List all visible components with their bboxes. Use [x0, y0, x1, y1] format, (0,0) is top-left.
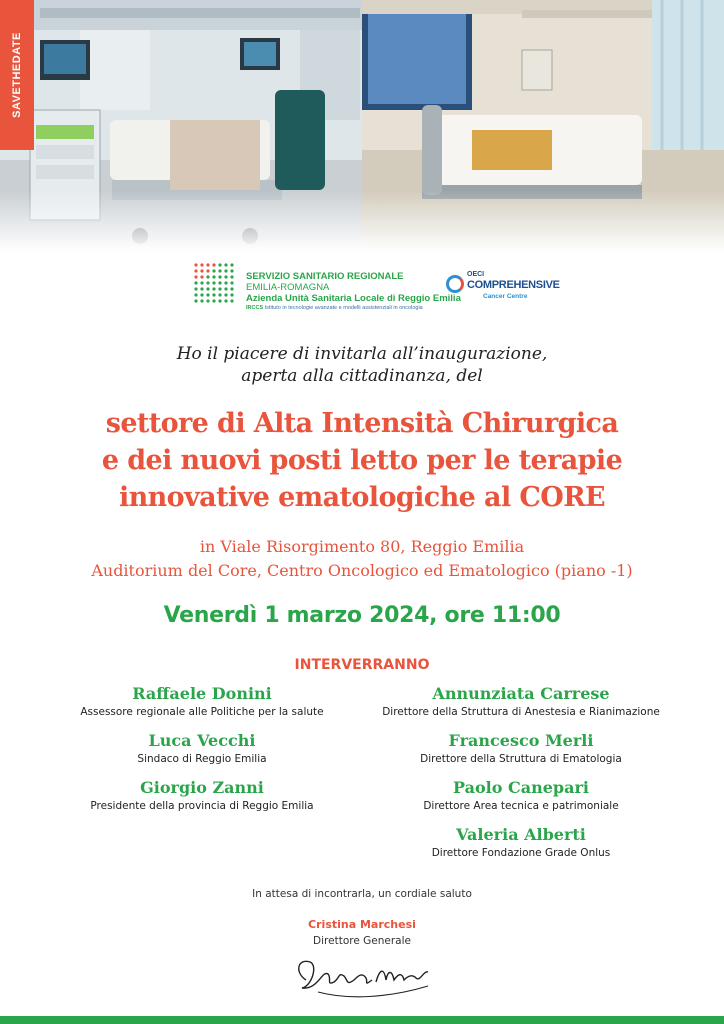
event-title — [0, 405, 724, 516]
speaker-role: Direttore della Struttura di Ematologia — [420, 753, 622, 765]
bottom-green-bar — [0, 1016, 724, 1024]
speaker-name: Luca Vecchi — [148, 731, 256, 750]
intro-line-1: Ho il piacere di invitarla all’inaugurazione, — [176, 344, 548, 364]
irccs-label: IRCCS — [246, 305, 264, 311]
ssr-dotted-logo-icon — [192, 261, 238, 307]
speaker-role: Sindaco di Reggio Emilia — [137, 753, 267, 765]
speaker-name: Valeria Alberti — [456, 825, 586, 844]
speakers-heading: INTERVERRANNO — [294, 657, 430, 673]
ssr-name: SERVIZIO SANITARIO REGIONALE — [246, 271, 404, 282]
speaker-role: Direttore Area tecnica e patrimoniale — [423, 800, 619, 812]
speaker-item — [32, 730, 372, 777]
cc-sub-label: Cancer Centre — [483, 293, 528, 300]
speaker-name: Francesco Merli — [448, 731, 594, 750]
speaker-name: Giorgio Zanni — [140, 778, 264, 797]
speaker-name: Paolo Canepari — [453, 778, 589, 797]
handwritten-signature — [288, 950, 436, 1000]
invitation-intro — [0, 343, 724, 387]
speaker-name: Raffaele Donini — [132, 684, 272, 703]
save-the-date-tab — [0, 0, 34, 150]
speaker-item — [351, 730, 691, 777]
speakers-right-column — [351, 683, 691, 871]
venue-address: in Viale Risorgimento 80, Reggio Emilia — [199, 537, 525, 556]
speaker-item — [351, 824, 691, 871]
logos-row — [0, 257, 724, 319]
speaker-role: Presidente della provincia di Reggio Emilia — [90, 800, 314, 812]
venue-room: Auditorium del Core, Centro Oncologico ed Ematologico (piano -1) — [91, 561, 633, 580]
speaker-role: Direttore della Struttura di Anestesia e Rianimazione — [382, 706, 660, 718]
title-line-3: innovative ematologiche al CORE — [118, 482, 606, 513]
event-date: Venerdì 1 marzo 2024, ore 11:00 — [163, 603, 561, 628]
speaker-name: Annunziata Carrese — [432, 684, 610, 703]
speaker-item — [32, 777, 372, 824]
title-line-2: e dei nuovi posti letto per le terapie — [101, 445, 623, 476]
ssr-irccs-line — [246, 304, 461, 312]
speaker-role: Direttore Fondazione Grade Onlus — [431, 847, 611, 859]
intro-line-2: aperta alla cittadinanza, del — [241, 366, 483, 386]
signer-name: Cristina Marchesi — [308, 918, 416, 931]
title-line-1: settore di Alta Intensità Chirurgica — [105, 408, 619, 439]
save-the-date-label: SAVETHEDATE — [11, 32, 24, 118]
oeci-ring-icon — [446, 275, 464, 293]
event-venue — [0, 535, 724, 583]
cc-main-label: COMPREHENSIVE — [467, 279, 560, 291]
speaker-item — [351, 777, 691, 824]
ssr-region: EMILIA-ROMAGNA — [246, 282, 330, 293]
signer-role: Direttore Generale — [313, 935, 411, 947]
header-photos — [0, 0, 724, 252]
speaker-item — [32, 683, 372, 730]
irccs-description: Istituto in tecnologie avanzate e modelli assistenziali in oncologia — [264, 305, 423, 311]
ssr-ausl: Azienda Unità Sanitaria Locale di Reggio Emilia — [246, 293, 461, 304]
comprehensive-cancer-centre-logo — [446, 271, 560, 305]
ssr-logo-text — [246, 271, 461, 312]
speakers-left-column — [32, 683, 372, 824]
closing-greeting: In attesa di incontrarla, un cordiale saluto — [252, 888, 472, 900]
speaker-role: Assessore regionale alle Politiche per la salute — [80, 706, 324, 718]
speaker-item — [351, 683, 691, 730]
cc-oeci-label: OECI — [467, 271, 485, 278]
